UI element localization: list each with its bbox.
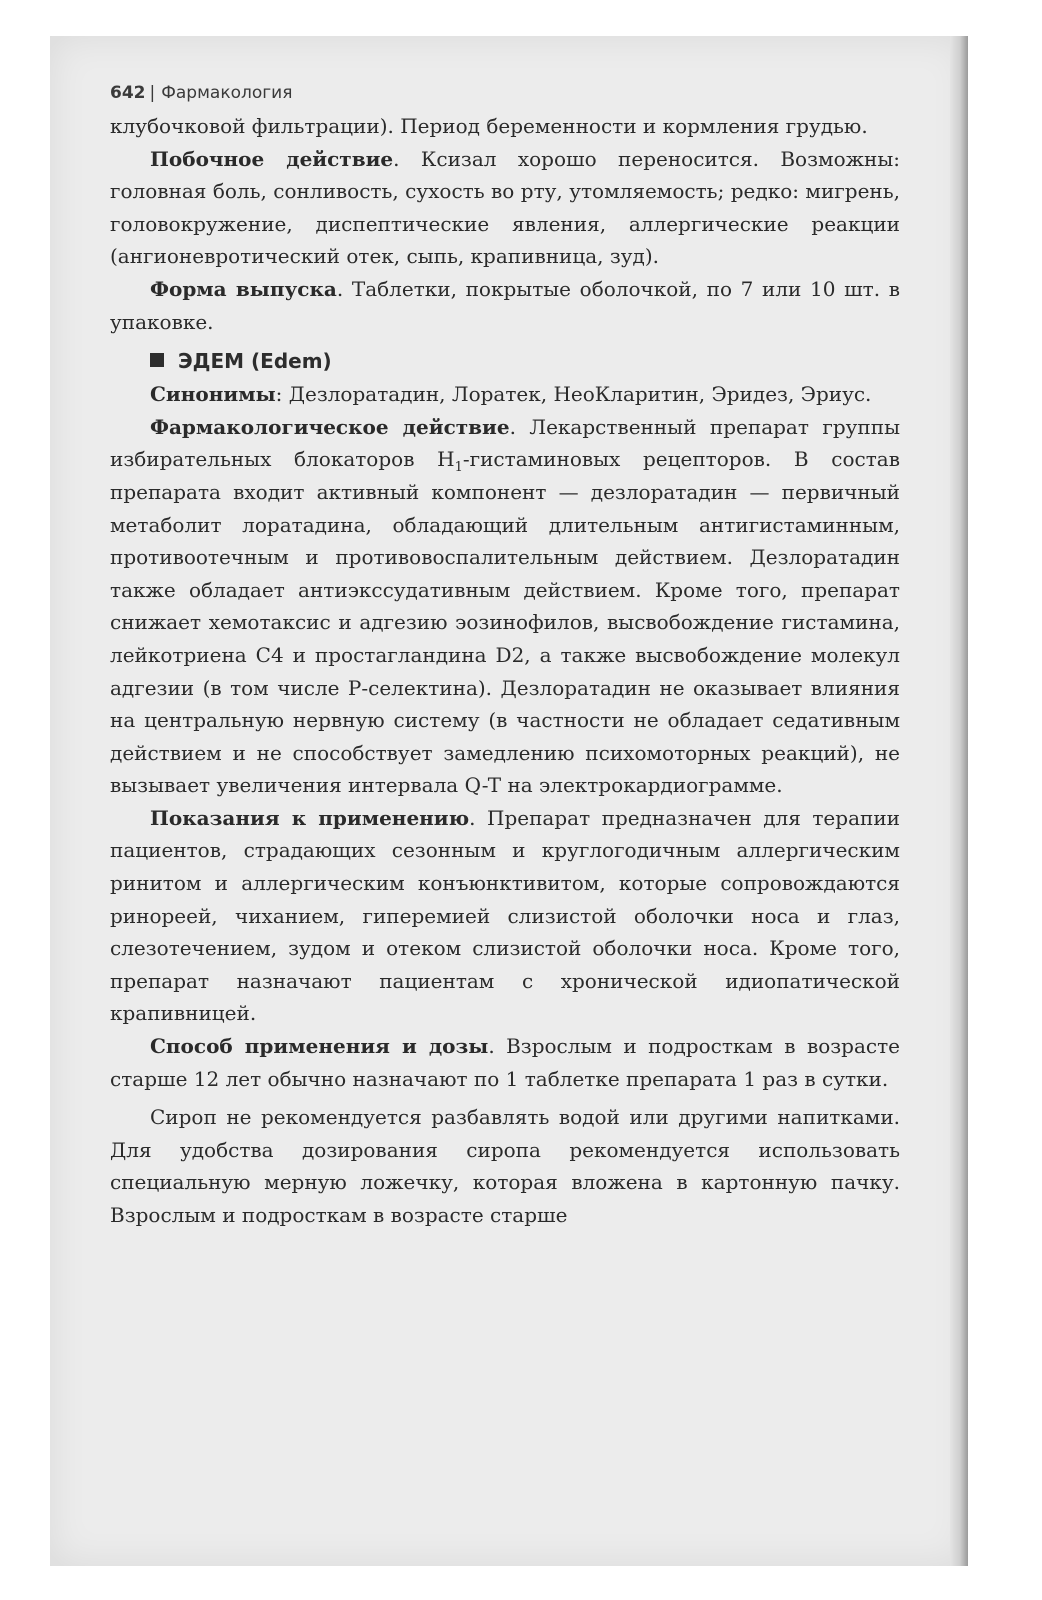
release-form-label: Форма выпуска [150,276,337,301]
synonyms-text: : Дезлоратадин, Лоратек, НеоКларитин, Эридез, Эриус. [275,382,872,407]
subscript-1: 1 [454,460,463,476]
side-effects-label: Побочное действие [150,146,394,171]
paragraph-synonyms [110,378,900,411]
dosage-label: Способ применения и дозы [150,1034,489,1059]
book-gutter-shadow [950,36,968,1566]
indications-label: Показания к применению [150,805,470,830]
paragraph-syrup: Сироп не рекомендуется разбавлять водой или другими напитками. Для удобства дозирования сиропа рекомендуется использовать специальную мерную ложечку, которая вложена в картонную пачку. Взрослым и подросткам в возрасте старше [110,1105,900,1227]
pharmacological-action-label: Фармакологическое действие [150,414,510,439]
synonyms-label: Синонимы [150,382,276,407]
release-form-text: . Таблетки, покрытые оболочкой, по 7 или 10 шт. в упаковке. [110,276,901,334]
paragraph-release-form [110,273,900,338]
indications-text: . Препарат предназначен для терапии пациентов, страдающих сезонным и круглогодичным аллергическим ринитом и аллергическим конъюнктивитом, которые сопровождаются ринореей, чиханием, гиперемией слизистой оболочки носа и глаз, слезотечением, зудом и отеком слизистой оболочки носа. Кроме того, препарат назначают пациентам с хронической идиопатической крапивницей. [110,805,900,1026]
body-text [110,110,900,1232]
page-content [110,76,900,1232]
header-separator: | [149,83,156,103]
paragraph-indications [110,802,900,1030]
drug-heading [150,344,900,378]
running-header [110,76,900,110]
pharmacological-action-text-a: . Лекарственный препарат группы избирательных блокаторов Н [110,414,900,472]
paragraph-pharmacological-action [110,411,900,802]
pharmacological-action-text-b: -гистаминовых рецепторов. В состав препарата входит активный компонент — дезлоратадин — первичный метаболит лоратадина, обладающий длительным антигистаминным, противоотечным и противовоспалительным действием. Дезлоратадин также обладает антиэкссудативным действием. Кроме того, препарат снижает хемотаксис и адгезию эозинофилов, высвобождение гистамина, лейкотриена С4 и простагландина D2, а также высвобождение молекул адгезии (в том числе Р-селектина). Дезлоратадин не оказывает влияния на центральную нервную систему (в частности не обладает седативным действием и не способствует замедлению психомоторных реакций), не вызывает увеличения интервала Q-T на электрокардиограмме. [110,447,900,798]
side-effects-text: . Ксизал хорошо переносится. Возможны: головная боль, сонливость, сухость во рту, утомляемость; редко: мигрень, головокружение, диспептические явления, аллергические реакции (ангионевротический отек, сыпь, крапивница, зуд). [110,146,900,269]
dosage-text: . Взрослым и подросткам в возрасте старше 12 лет обычно назначают по 1 таблетке препарата 1 раз в сутки. [110,1034,900,1091]
paragraph-dosage [110,1030,900,1095]
paragraph-side-effects [110,143,900,273]
square-bullet-icon [150,353,164,367]
page-number: 642 [110,83,146,103]
drug-title: ЭДЕМ (Edem) [178,349,332,374]
section-title: Фармакология [161,83,293,103]
paragraph-continuation: клубочковой фильтрации). Период беременности и кормления грудью. [110,114,868,138]
